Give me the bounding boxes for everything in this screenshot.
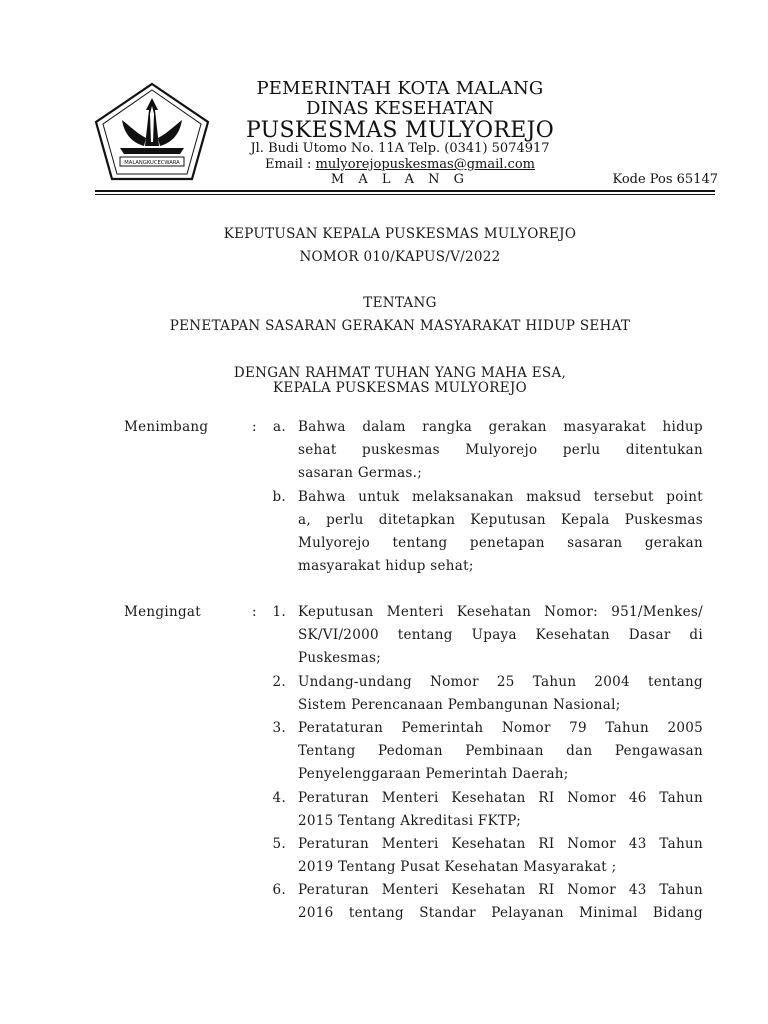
mengingat-marker-4: 4. [272, 790, 286, 806]
decree-number: NOMOR 010/KAPUS/V/2022 [299, 249, 501, 265]
email-link[interactable]: mulyorejopuskesmas@gmail.com [315, 157, 535, 172]
city-emblem-logo [92, 80, 212, 182]
mengingat-2-line-1: Undang-undang Nomor 25 Tahun 2004 tentang [298, 674, 703, 690]
letterhead-rule-thin [95, 194, 715, 195]
gov-title: PEMERINTAH KOTA MALANG [256, 78, 544, 99]
mengingat-marker-3: 3. [272, 720, 286, 736]
mengingat-1-line-3: Puskesmas; [298, 650, 382, 666]
mengingat-3-line-1: Perataturan Pemerintah Nomor 79 Tahun 2005 [298, 720, 703, 736]
email-line [200, 157, 600, 172]
agency-title: DINAS KESEHATAN [306, 98, 494, 119]
mengingat-marker-5: 5. [272, 836, 286, 852]
mengingat-1-line-1: Keputusan Menteri Kesehatan Nomor: 951/Menkes/ [298, 604, 703, 620]
mengingat-3-line-2: Tentang Pedoman Pembinaan dan Pengawasan [298, 743, 703, 759]
menimbang-a-line-2: sehat puskesmas Mulyorejo perlu ditentukan [298, 442, 703, 458]
mengingat-5-line-2: 2019 Tentang Pusat Kesehatan Masyarakat ; [298, 859, 617, 875]
logo-motto: MALANGKUCECWARA [124, 160, 180, 166]
menimbang-colon: : [252, 419, 257, 435]
mengingat-3-line-3: Penyelenggaraan Pemerintah Daerah; [298, 766, 569, 782]
menimbang-label: Menimbang [124, 419, 209, 435]
menimbang-marker-b: b. [272, 489, 286, 505]
postal-code: Kode Pos 65147 [612, 172, 718, 187]
letterhead-rule-thick [95, 190, 715, 192]
blessing-line-1: DENGAN RAHMAT TUHAN YANG MAHA ESA, [233, 365, 567, 381]
city-name: M A L A N G [330, 172, 470, 187]
mengingat-marker-6: 6. [272, 882, 286, 898]
menimbang-a-line-1: Bahwa dalam rangka gerakan masyarakat hidup [298, 419, 703, 435]
mengingat-label: Mengingat [124, 604, 201, 620]
mengingat-5-line-1: Peraturan Menteri Kesehatan RI Nomor 43 Tahun [298, 836, 703, 852]
mengingat-6-line-2: 2016 tentang Standar Pelayanan Minimal Bidang [298, 905, 703, 921]
decree-subject: PENETAPAN SASARAN GERAKAN MASYARAKAT HIDUP SEHAT [169, 318, 631, 334]
mengingat-2-line-2: Sistem Perencanaan Pembangunan Nasional; [298, 697, 621, 713]
menimbang-b-line-1: Bahwa untuk melaksanakan maksud tersebut point [298, 489, 703, 505]
menimbang-marker-a: a. [273, 419, 286, 435]
mengingat-marker-1: 1. [272, 604, 286, 620]
mengingat-4-line-2: 2015 Tentang Akreditasi FKTP; [298, 813, 522, 829]
mengingat-colon: : [252, 604, 257, 620]
address: Jl. Budi Utomo No. 11A Telp. (0341) 5074917 [250, 141, 550, 156]
mengingat-4-line-1: Peraturan Menteri Kesehatan RI Nomor 46 Tahun [298, 790, 703, 806]
email-label: Email : [265, 157, 316, 172]
puskesmas-title: PUSKESMAS MULYOREJO [245, 118, 555, 143]
mengingat-6-line-1: Peraturan Menteri Kesehatan RI Nomor 43 Tahun [298, 882, 703, 898]
menimbang-b-line-3: Mulyorejo tentang penetapan sasaran gerakan [298, 535, 703, 551]
decree-title: KEPUTUSAN KEPALA PUSKESMAS MULYOREJO [223, 226, 577, 242]
menimbang-a-line-3: sasaran Germas.; [298, 465, 423, 481]
about-label: TENTANG [363, 295, 437, 311]
mengingat-marker-2: 2. [272, 674, 286, 690]
mengingat-1-line-2: SK/VI/2000 tentang Upaya Kesehatan Dasar di [298, 627, 703, 643]
menimbang-b-line-4: masyarakat hidup sehat; [298, 558, 474, 574]
menimbang-b-line-2: a, perlu ditetapkan Keputusan Kepala Puskesmas [298, 512, 703, 528]
blessing-line-2: KEPALA PUSKESMAS MULYOREJO [273, 380, 527, 396]
